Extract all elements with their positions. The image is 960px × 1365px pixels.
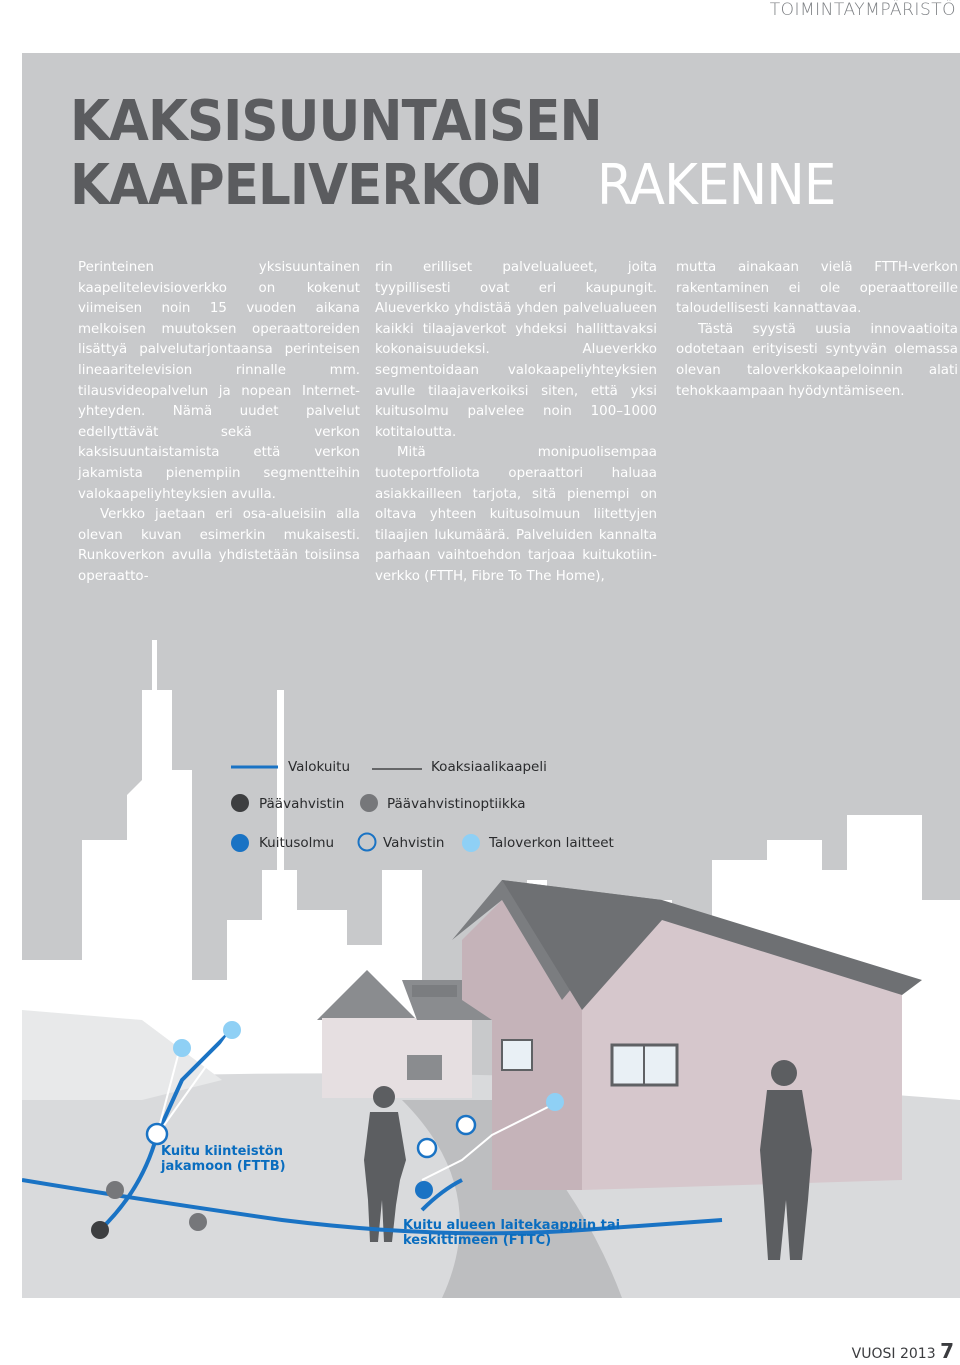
legend-label-taloverkon-laitteet: Taloverkon laitteet [489, 835, 614, 851]
callout-fttb-line2: jakamoon (FTTB) [161, 1159, 286, 1174]
callout-fttb-line1: Kuitu kiinteistön [161, 1144, 283, 1159]
main-amplifier-optics-icon [189, 1213, 207, 1231]
legend-label-kuitusolmu: Kuitusolmu [259, 835, 335, 851]
legend-label-vahvistin: Vahvistin [383, 835, 445, 851]
title-line-bold: KAKSISUUNTAISEN KAAPELIVERKON [70, 89, 602, 218]
house-equipment-icon [462, 834, 480, 852]
amplifier-icon [359, 834, 376, 851]
network-illustration [22, 540, 960, 1298]
fiber-node-icon [415, 1181, 433, 1199]
text-column-2 [375, 258, 657, 588]
legend-label-paavahvistin: Päävahvistin [259, 796, 345, 812]
callout-fttc-line1: Kuitu alueen laitekaappiin tai [403, 1218, 621, 1233]
paragraph: mutta ainakaan vielä FTTH-verkon rakentaminen ei ole operaattoreille taloudellisesti kannattavaa. [676, 260, 958, 317]
callout-fttc-line2: keskittimeen (FTTC) [403, 1233, 552, 1248]
paragraph: Mitä monipuolisempaa tuoteportfoliota operaattori haluaa asiakkailleen tarjota, sitä pienempi on oltava yhteen kuitusolmuun liitettyjen tilaajien lukumäärä. Palveluiden kannalta parhaan vaihtoehdon tarjoaa kuitukotiin-verkko (FTTH, Fibre To The Home), [375, 445, 657, 584]
callout-fttc [403, 1218, 620, 1248]
main-amplifier-icon [231, 794, 249, 812]
legend-label-valokuitu: Valokuitu [288, 759, 351, 775]
section-label: TOIMINTAYMPÄRISTÖ [769, 0, 956, 20]
paragraph: rin erilliset palvelualueet, joita tyypillisesti ovat eri kaupungit. Alueverkko yhdistää yhden palvelualueen kaikki tilaajaverkot yhdeksi hallittavaksi kokonaisuudeksi. Alueverkko segmentoidaan valokaapeliyhteyksien avulle tilaajaverkoiksi siten, että yksi kuitusolmu palvelee noin 100–1000 kotitaloutta. [375, 260, 657, 440]
text-column-3 [676, 258, 958, 402]
callout-fttb [161, 1144, 286, 1174]
house-equipment-icon [173, 1039, 191, 1057]
page-number: 7 [940, 1339, 954, 1363]
main-amplifier-optics-icon [106, 1181, 124, 1199]
main-amplifier-optics-icon [360, 794, 378, 812]
paragraph: Perinteinen yksisuuntainen kaapelitelevisioverkko on kokenut viimeisen noin 15 vuoden aikana melkoisen muutoksen operaattoreiden lisättyä palvelutarjontaansa perinteisen lineaaritelevision rinnalle mm. tilausvideopalvelun ja nopean Internet-yhteyden. Nämä uudet palvelut edellyttävät sekä verkon kaksisuuntaistamista että verkon jakamista pienempiin segmentteihin valokaapeliyhteyksien avulla. [78, 260, 360, 502]
legend-label-paavahvistinoptiikka: Päävahvistinoptiikka [387, 796, 526, 812]
title-light-word: RAKENNE [597, 153, 836, 218]
paragraph: Tästä syystä uusia innovaatioita odotetaan erityisesti syntyvän olemassa olevan taloverkkokaapeloinnin alati tehokkaampaan hyödyntämiseen. [676, 321, 958, 399]
page-footer [852, 1339, 954, 1363]
house-equipment-icon [546, 1093, 564, 1111]
amplifier-icon [457, 1116, 475, 1134]
footer-label: VUOSI 2013 [851, 1346, 936, 1362]
page-title [70, 89, 602, 218]
amplifier-icon [147, 1124, 167, 1144]
amplifier-icon [418, 1139, 436, 1157]
legend-label-koaksiaalikaapeli: Koaksiaalikaapeli [431, 759, 547, 775]
fiber-node-icon [231, 834, 249, 852]
text-column-1 [78, 258, 360, 588]
main-amplifier-icon [91, 1221, 109, 1239]
paragraph: Verkko jaetaan eri osa-alueisiin alla olevan kuvan esimerkin mukaisesti. Runkoverkon avulla yhdistetään toisiinsa operaatto- [78, 507, 360, 584]
house-equipment-icon [223, 1021, 241, 1039]
